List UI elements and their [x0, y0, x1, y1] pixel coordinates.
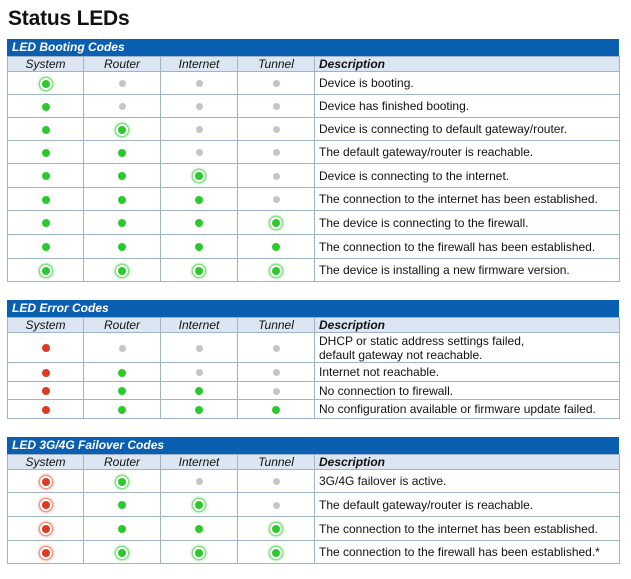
table-row — [8, 188, 620, 211]
column-header-row — [8, 318, 620, 333]
led-gray-icon — [196, 103, 203, 110]
led-cell-internet — [161, 517, 238, 541]
table-row — [8, 235, 620, 259]
led-green-icon — [118, 369, 126, 377]
description-cell: Device is booting. — [315, 72, 620, 95]
led-gray-icon — [196, 126, 203, 133]
led-gray-icon — [196, 478, 203, 485]
section-heading: LED 3G/4G Failover Codes — [7, 437, 619, 454]
column-header-router: Router — [84, 57, 161, 72]
led-gray-icon — [196, 345, 203, 352]
led-gray-icon — [273, 173, 280, 180]
led-cell-router — [84, 382, 161, 400]
led-green-icon — [118, 196, 126, 204]
description-cell: The default gateway/router is reachable. — [315, 141, 620, 164]
table-row — [8, 382, 620, 400]
led-cell-tunnel — [238, 493, 315, 517]
led-green-icon — [42, 219, 50, 227]
led-green-icon — [42, 149, 50, 157]
led-cell-tunnel — [238, 363, 315, 382]
table-row — [8, 400, 620, 419]
led-cell-tunnel — [238, 118, 315, 141]
led-gray-icon — [273, 80, 280, 87]
led-gray-icon — [273, 345, 280, 352]
led-cell-system — [8, 164, 84, 188]
led-red-icon — [42, 406, 50, 414]
led-gray-icon — [273, 502, 280, 509]
led-green-flash-icon — [195, 172, 203, 180]
description-cell: The device is connecting to the firewall. — [315, 211, 620, 235]
led-table — [7, 56, 620, 282]
description-cell: The connection to the internet has been established. — [315, 517, 620, 541]
led-red-flash-icon — [42, 525, 50, 533]
led-cell-internet — [161, 141, 238, 164]
led-cell-internet — [161, 382, 238, 400]
column-header-internet: Internet — [161, 57, 238, 72]
led-cell-router — [84, 95, 161, 118]
column-header-internet: Internet — [161, 455, 238, 470]
description-cell: No connection to firewall. — [315, 382, 620, 400]
column-header-row — [8, 57, 620, 72]
led-green-flash-icon — [42, 80, 50, 88]
led-cell-system — [8, 118, 84, 141]
led-cell-tunnel — [238, 235, 315, 259]
led-cell-tunnel — [238, 141, 315, 164]
led-cell-tunnel — [238, 517, 315, 541]
led-green-flash-icon — [195, 501, 203, 509]
column-header-description: Description — [315, 318, 620, 333]
led-cell-router — [84, 400, 161, 419]
led-cell-internet — [161, 259, 238, 282]
led-green-icon — [195, 406, 203, 414]
column-header-tunnel: Tunnel — [238, 57, 315, 72]
table-row — [8, 517, 620, 541]
led-green-flash-icon — [118, 267, 126, 275]
led-green-flash-icon — [195, 267, 203, 275]
led-green-icon — [42, 196, 50, 204]
description-cell: Device has finished booting. — [315, 95, 620, 118]
led-cell-router — [84, 118, 161, 141]
led-cell-router — [84, 211, 161, 235]
led-green-icon — [195, 243, 203, 251]
led-cell-tunnel — [238, 211, 315, 235]
led-cell-router — [84, 235, 161, 259]
led-cell-tunnel — [238, 382, 315, 400]
led-cell-router — [84, 259, 161, 282]
led-green-icon — [42, 103, 50, 111]
led-red-flash-icon — [42, 501, 50, 509]
led-green-icon — [42, 126, 50, 134]
led-gray-icon — [196, 369, 203, 376]
led-cell-internet — [161, 493, 238, 517]
led-gray-icon — [119, 345, 126, 352]
led-cell-system — [8, 235, 84, 259]
led-cell-internet — [161, 118, 238, 141]
led-cell-internet — [161, 235, 238, 259]
led-table — [7, 454, 620, 564]
led-green-flash-icon — [42, 267, 50, 275]
led-green-flash-icon — [272, 219, 280, 227]
led-cell-internet — [161, 541, 238, 564]
led-green-flash-icon — [272, 267, 280, 275]
description-cell: Internet not reachable. — [315, 363, 620, 382]
led-green-icon — [118, 406, 126, 414]
led-cell-tunnel — [238, 95, 315, 118]
column-header-internet: Internet — [161, 318, 238, 333]
led-gray-icon — [196, 80, 203, 87]
led-cell-system — [8, 333, 84, 363]
table-row — [8, 72, 620, 95]
column-header-description: Description — [315, 57, 620, 72]
led-gray-icon — [273, 388, 280, 395]
table-row — [8, 493, 620, 517]
column-header-system: System — [8, 455, 84, 470]
led-cell-internet — [161, 72, 238, 95]
led-red-flash-icon — [42, 549, 50, 557]
description-cell: The connection to the firewall has been established. — [315, 235, 620, 259]
description-cell: Device is connecting to default gateway/router. — [315, 118, 620, 141]
led-cell-system — [8, 470, 84, 493]
led-cell-router — [84, 333, 161, 363]
led-cell-system — [8, 259, 84, 282]
section-heading: LED Error Codes — [7, 300, 619, 317]
led-cell-router — [84, 363, 161, 382]
led-gray-icon — [273, 196, 280, 203]
column-header-system: System — [8, 318, 84, 333]
led-green-icon — [272, 243, 280, 251]
led-green-icon — [272, 406, 280, 414]
led-cell-router — [84, 164, 161, 188]
led-cell-internet — [161, 400, 238, 419]
led-green-icon — [118, 172, 126, 180]
led-cell-system — [8, 382, 84, 400]
led-section-3 — [7, 437, 619, 564]
description-cell: The connection to the internet has been established. — [315, 188, 620, 211]
table-row — [8, 259, 620, 282]
led-red-icon — [42, 369, 50, 377]
column-header-router: Router — [84, 318, 161, 333]
led-cell-system — [8, 72, 84, 95]
led-gray-icon — [273, 126, 280, 133]
led-cell-router — [84, 188, 161, 211]
led-cell-system — [8, 517, 84, 541]
description-cell: The default gateway/router is reachable. — [315, 493, 620, 517]
led-cell-router — [84, 470, 161, 493]
led-green-icon — [118, 387, 126, 395]
led-cell-system — [8, 141, 84, 164]
led-cell-system — [8, 211, 84, 235]
led-cell-tunnel — [238, 470, 315, 493]
led-green-flash-icon — [272, 525, 280, 533]
led-gray-icon — [273, 478, 280, 485]
led-section-2 — [7, 300, 619, 419]
table-row — [8, 541, 620, 564]
description-cell: No configuration available or firmware update failed. — [315, 400, 620, 419]
description-cell: Device is connecting to the internet. — [315, 164, 620, 188]
description-cell: The device is installing a new firmware version. — [315, 259, 620, 282]
led-cell-system — [8, 541, 84, 564]
led-green-icon — [195, 219, 203, 227]
led-cell-tunnel — [238, 188, 315, 211]
led-gray-icon — [273, 369, 280, 376]
description-cell: The connection to the firewall has been established.* — [315, 541, 620, 564]
table-row — [8, 141, 620, 164]
description-cell: 3G/4G failover is active. — [315, 470, 620, 493]
led-cell-tunnel — [238, 72, 315, 95]
led-cell-internet — [161, 164, 238, 188]
led-cell-router — [84, 541, 161, 564]
led-cell-router — [84, 517, 161, 541]
led-cell-internet — [161, 188, 238, 211]
led-green-icon — [42, 243, 50, 251]
led-cell-internet — [161, 333, 238, 363]
led-cell-tunnel — [238, 333, 315, 363]
led-green-icon — [118, 501, 126, 509]
led-red-icon — [42, 387, 50, 395]
led-red-flash-icon — [42, 478, 50, 486]
led-green-icon — [118, 525, 126, 533]
led-cell-system — [8, 400, 84, 419]
led-green-icon — [195, 196, 203, 204]
led-cell-tunnel — [238, 400, 315, 419]
led-green-icon — [118, 219, 126, 227]
table-row — [8, 164, 620, 188]
led-cell-internet — [161, 470, 238, 493]
led-green-flash-icon — [118, 126, 126, 134]
led-cell-internet — [161, 363, 238, 382]
table-row — [8, 211, 620, 235]
led-cell-tunnel — [238, 541, 315, 564]
led-gray-icon — [273, 103, 280, 110]
led-table — [7, 317, 620, 419]
description-cell: DHCP or static address settings failed, default gateway not reachable. — [315, 333, 620, 363]
table-row — [8, 333, 620, 363]
led-green-icon — [42, 172, 50, 180]
column-header-router: Router — [84, 455, 161, 470]
section-heading: LED Booting Codes — [7, 39, 619, 56]
led-cell-system — [8, 363, 84, 382]
led-cell-internet — [161, 95, 238, 118]
led-cell-tunnel — [238, 259, 315, 282]
led-gray-icon — [196, 149, 203, 156]
led-cell-internet — [161, 211, 238, 235]
table-row — [8, 470, 620, 493]
column-header-description: Description — [315, 455, 620, 470]
column-header-tunnel: Tunnel — [238, 318, 315, 333]
led-green-flash-icon — [118, 478, 126, 486]
led-cell-tunnel — [238, 164, 315, 188]
led-cell-router — [84, 493, 161, 517]
led-section-1 — [7, 39, 619, 282]
column-header-system: System — [8, 57, 84, 72]
led-green-icon — [118, 243, 126, 251]
page-title: Status LEDs — [8, 7, 130, 30]
table-row — [8, 95, 620, 118]
led-green-icon — [195, 525, 203, 533]
led-gray-icon — [273, 149, 280, 156]
table-row — [8, 118, 620, 141]
led-cell-system — [8, 95, 84, 118]
led-gray-icon — [119, 80, 126, 87]
table-row — [8, 363, 620, 382]
led-green-icon — [118, 149, 126, 157]
led-green-flash-icon — [195, 549, 203, 557]
led-green-flash-icon — [118, 549, 126, 557]
led-cell-router — [84, 141, 161, 164]
led-green-icon — [195, 387, 203, 395]
led-gray-icon — [119, 103, 126, 110]
led-red-icon — [42, 344, 50, 352]
led-cell-router — [84, 72, 161, 95]
led-cell-system — [8, 493, 84, 517]
led-green-flash-icon — [272, 549, 280, 557]
column-header-tunnel: Tunnel — [238, 455, 315, 470]
column-header-row — [8, 455, 620, 470]
led-cell-system — [8, 188, 84, 211]
